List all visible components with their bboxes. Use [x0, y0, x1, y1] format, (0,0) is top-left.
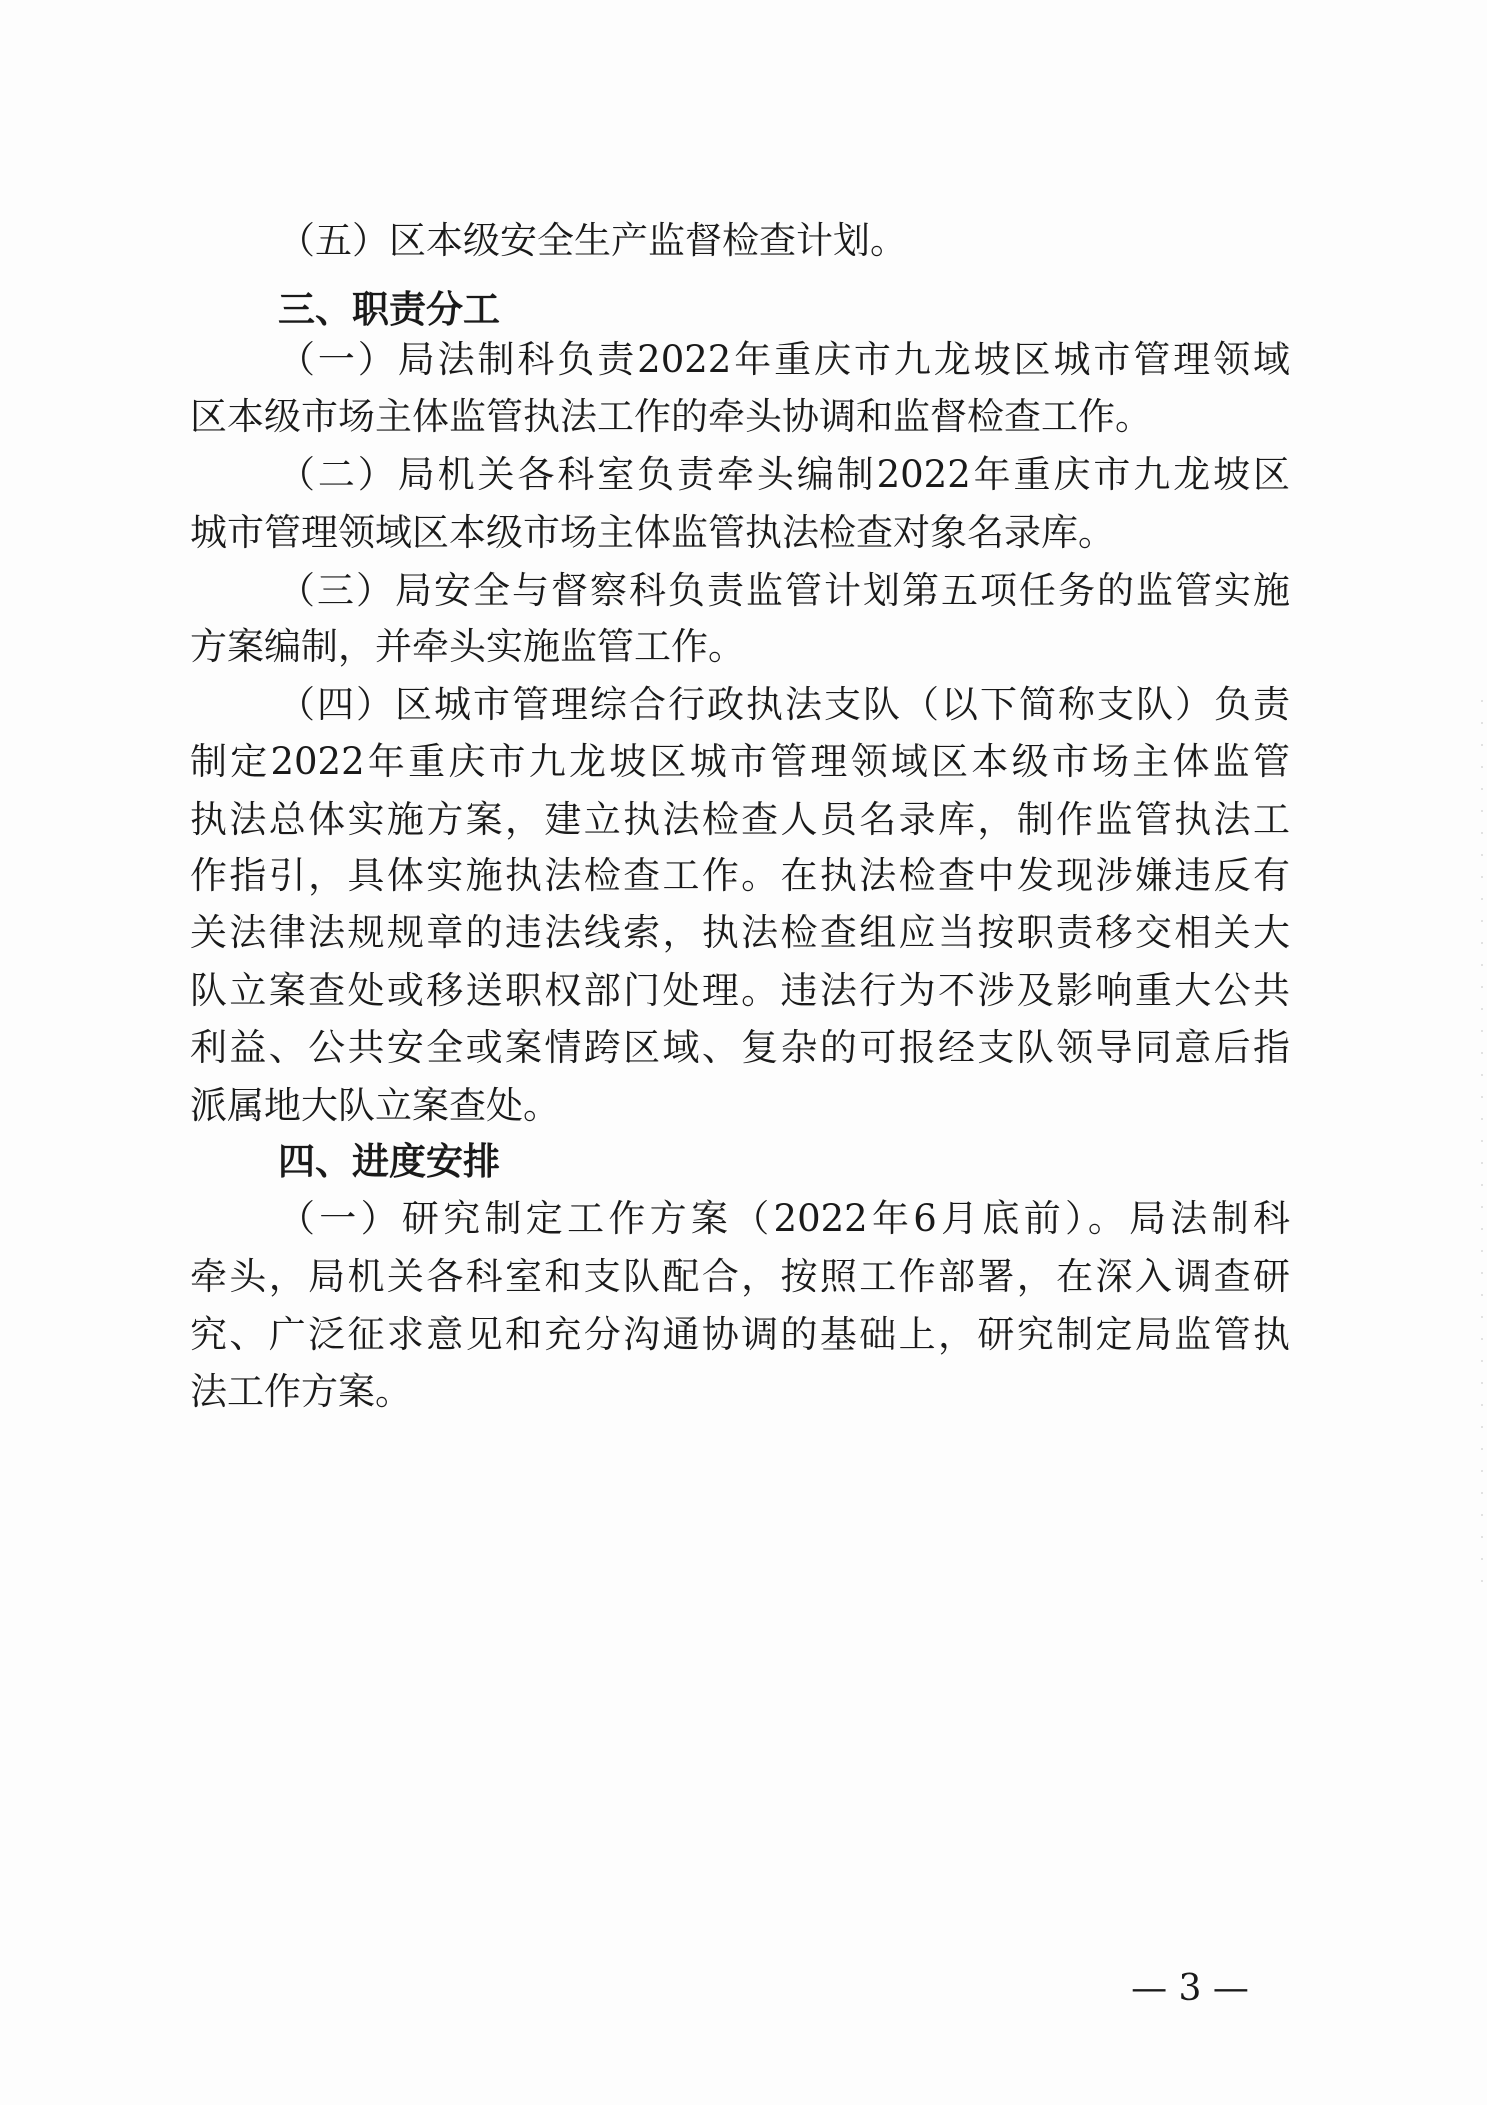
- section-heading-schedule: 四、进度安排: [278, 1140, 500, 1183]
- paragraph-item-5: （五）区本级安全生产监督检查计划。: [278, 219, 907, 262]
- paragraph-schedule-1-line-1: （一）研究制定工作方案（2022年6月底前）。局法制科: [278, 1197, 1290, 1240]
- paragraph-duty-3-line-1: （三）局安全与督察科负责监管计划第五项任务的监管实施: [278, 569, 1290, 612]
- paragraph-duty-4-line-6: 队立案查处或移送职权部门处理。违法行为不涉及影响重大公共: [190, 969, 1290, 1012]
- paragraph-duty-4-line-8: 派属地大队立案查处。: [190, 1084, 560, 1127]
- paragraph-duty-4-line-5: 关法律法规规章的违法线索，执法检查组应当按职责移交相关大: [190, 911, 1290, 954]
- paragraph-duty-4-line-1: （四）区城市管理综合行政执法支队（以下简称支队）负责: [278, 683, 1290, 726]
- scan-artifact: [1481, 700, 1483, 1600]
- paragraph-duty-4-line-4: 作指引，具体实施执法检查工作。在执法检查中发现涉嫌违反有: [190, 854, 1290, 897]
- paragraph-duty-1-line-2: 区本级市场主体监管执法工作的牵头协调和监督检查工作。: [190, 395, 1152, 438]
- paragraph-schedule-1-line-2: 牵头，局机关各科室和支队配合，按照工作部署，在深入调查研: [190, 1255, 1290, 1298]
- paragraph-schedule-1-line-3: 究、广泛征求意见和充分沟通协调的基础上，研究制定局监管执: [190, 1313, 1290, 1356]
- paragraph-duty-1-line-1: （一）局法制科负责2022年重庆市九龙坡区城市管理领域: [278, 338, 1290, 381]
- paragraph-duty-3-line-2: 方案编制，并牵头实施监管工作。: [190, 625, 745, 668]
- paragraph-duty-2-line-2: 城市管理领域区本级市场主体监管执法检查对象名录库。: [190, 511, 1115, 554]
- page-number: — 3 —: [1131, 1968, 1249, 2009]
- paragraph-duty-4-line-3: 执法总体实施方案，建立执法检查人员名录库，制作监管执法工: [190, 798, 1290, 841]
- paragraph-duty-4-line-7: 利益、公共安全或案情跨区域、复杂的可报经支队领导同意后指: [190, 1026, 1290, 1069]
- section-heading-duties: 三、职责分工: [278, 288, 500, 331]
- paragraph-schedule-1-line-4: 法工作方案。: [190, 1370, 412, 1413]
- paragraph-duty-2-line-1: （二）局机关各科室负责牵头编制2022年重庆市九龙坡区: [278, 453, 1290, 496]
- paragraph-duty-4-line-2: 制定2022年重庆市九龙坡区城市管理领域区本级市场主体监管: [190, 740, 1290, 783]
